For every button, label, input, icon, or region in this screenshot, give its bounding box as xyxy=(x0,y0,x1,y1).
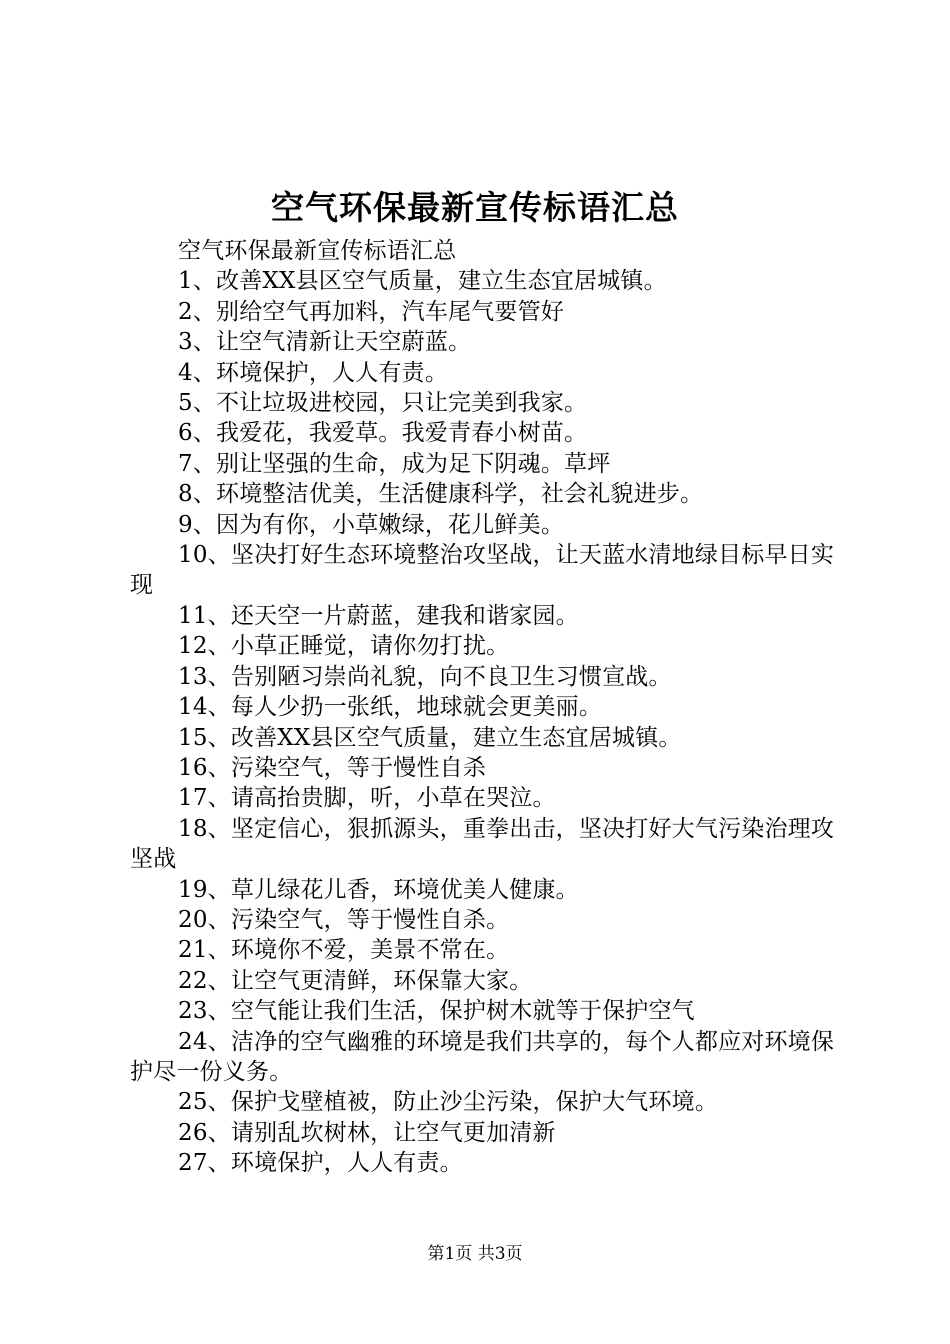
page-footer: 第1页 共3页 xyxy=(427,1244,523,1264)
slogan-item: 1、改善XX县区空气质量，建立生态宜居城镇。 xyxy=(178,268,667,295)
slogan-item: 13、告别陋习崇尚礼貌，向不良卫生习惯宣战。 xyxy=(178,663,672,690)
slogan-item: 23、空气能让我们生活，保护树木就等于保护空气 xyxy=(178,998,695,1025)
slogan-item: 22、让空气更清鲜，环保靠大家。 xyxy=(178,967,533,994)
slogan-item: 9、因为有你，小草嫩绿，花儿鲜美。 xyxy=(178,511,565,538)
slogan-item: 24、洁净的空气幽雅的环境是我们共享的，每个人都应对环境保护尽一份义务。 xyxy=(130,1028,835,1085)
slogan-item: 12、小草正睡觉，请你勿打扰。 xyxy=(178,633,510,660)
slogan-item: 19、草儿绿花儿香，环境优美人健康。 xyxy=(178,876,579,903)
slogan-item: 15、改善XX县区空气质量，建立生态宜居城镇。 xyxy=(178,724,682,751)
slogan-item: 14、每人少扔一张纸，地球就会更美丽。 xyxy=(178,694,603,721)
slogan-item: 8、环境整洁优美，生活健康科学，社会礼貌进步。 xyxy=(178,481,704,508)
slogan-item: 17、请高抬贵脚，听，小草在哭泣。 xyxy=(178,785,556,812)
slogan-item: 26、请别乱坎树林，让空气更加清新 xyxy=(178,1119,556,1146)
slogan-item: 11、还天空一片蔚蓝，建我和谐家园。 xyxy=(178,602,579,629)
slogan-item: 25、保护戈壁植被，防止沙尘污染，保护大气环境。 xyxy=(178,1089,719,1116)
slogan-item: 16、污染空气，等于慢性自杀 xyxy=(178,754,487,781)
slogan-item: 3、让空气清新让天空蔚蓝。 xyxy=(178,329,472,356)
slogan-item: 10、坚决打好生态环境整治攻坚战，让天蓝水清地绿目标早日实现 xyxy=(130,542,835,599)
slogan-item: 2、别给空气再加料，汽车尾气要管好 xyxy=(178,298,565,325)
slogan-item: 6、我爱花，我爱草。我爱青春小树苗。 xyxy=(178,420,588,447)
slogan-item: 18、坚定信心，狠抓源头，重拳出击，坚决打好大气污染治理攻坚战 xyxy=(130,815,835,873)
slogan-item: 4、环境保护，人人有责。 xyxy=(178,359,449,386)
slogan-item: 5、不让垃圾进校园，只让完美到我家。 xyxy=(178,390,588,417)
slogan-item: 21、环境你不爱，美景不常在。 xyxy=(178,937,510,964)
document-body xyxy=(130,236,836,1179)
document-title: 空气环保最新宣传标语汇总 xyxy=(271,188,679,227)
slogan-item: 7、别让坚强的生命，成为足下阴魂。草坪 xyxy=(178,450,611,477)
paragraph: 空气环保最新宣传标语汇总 xyxy=(178,238,457,264)
slogan-item: 20、污染空气，等于慢性自杀。 xyxy=(178,906,510,933)
slogan-item: 27、环境保护，人人有责。 xyxy=(178,1150,463,1177)
